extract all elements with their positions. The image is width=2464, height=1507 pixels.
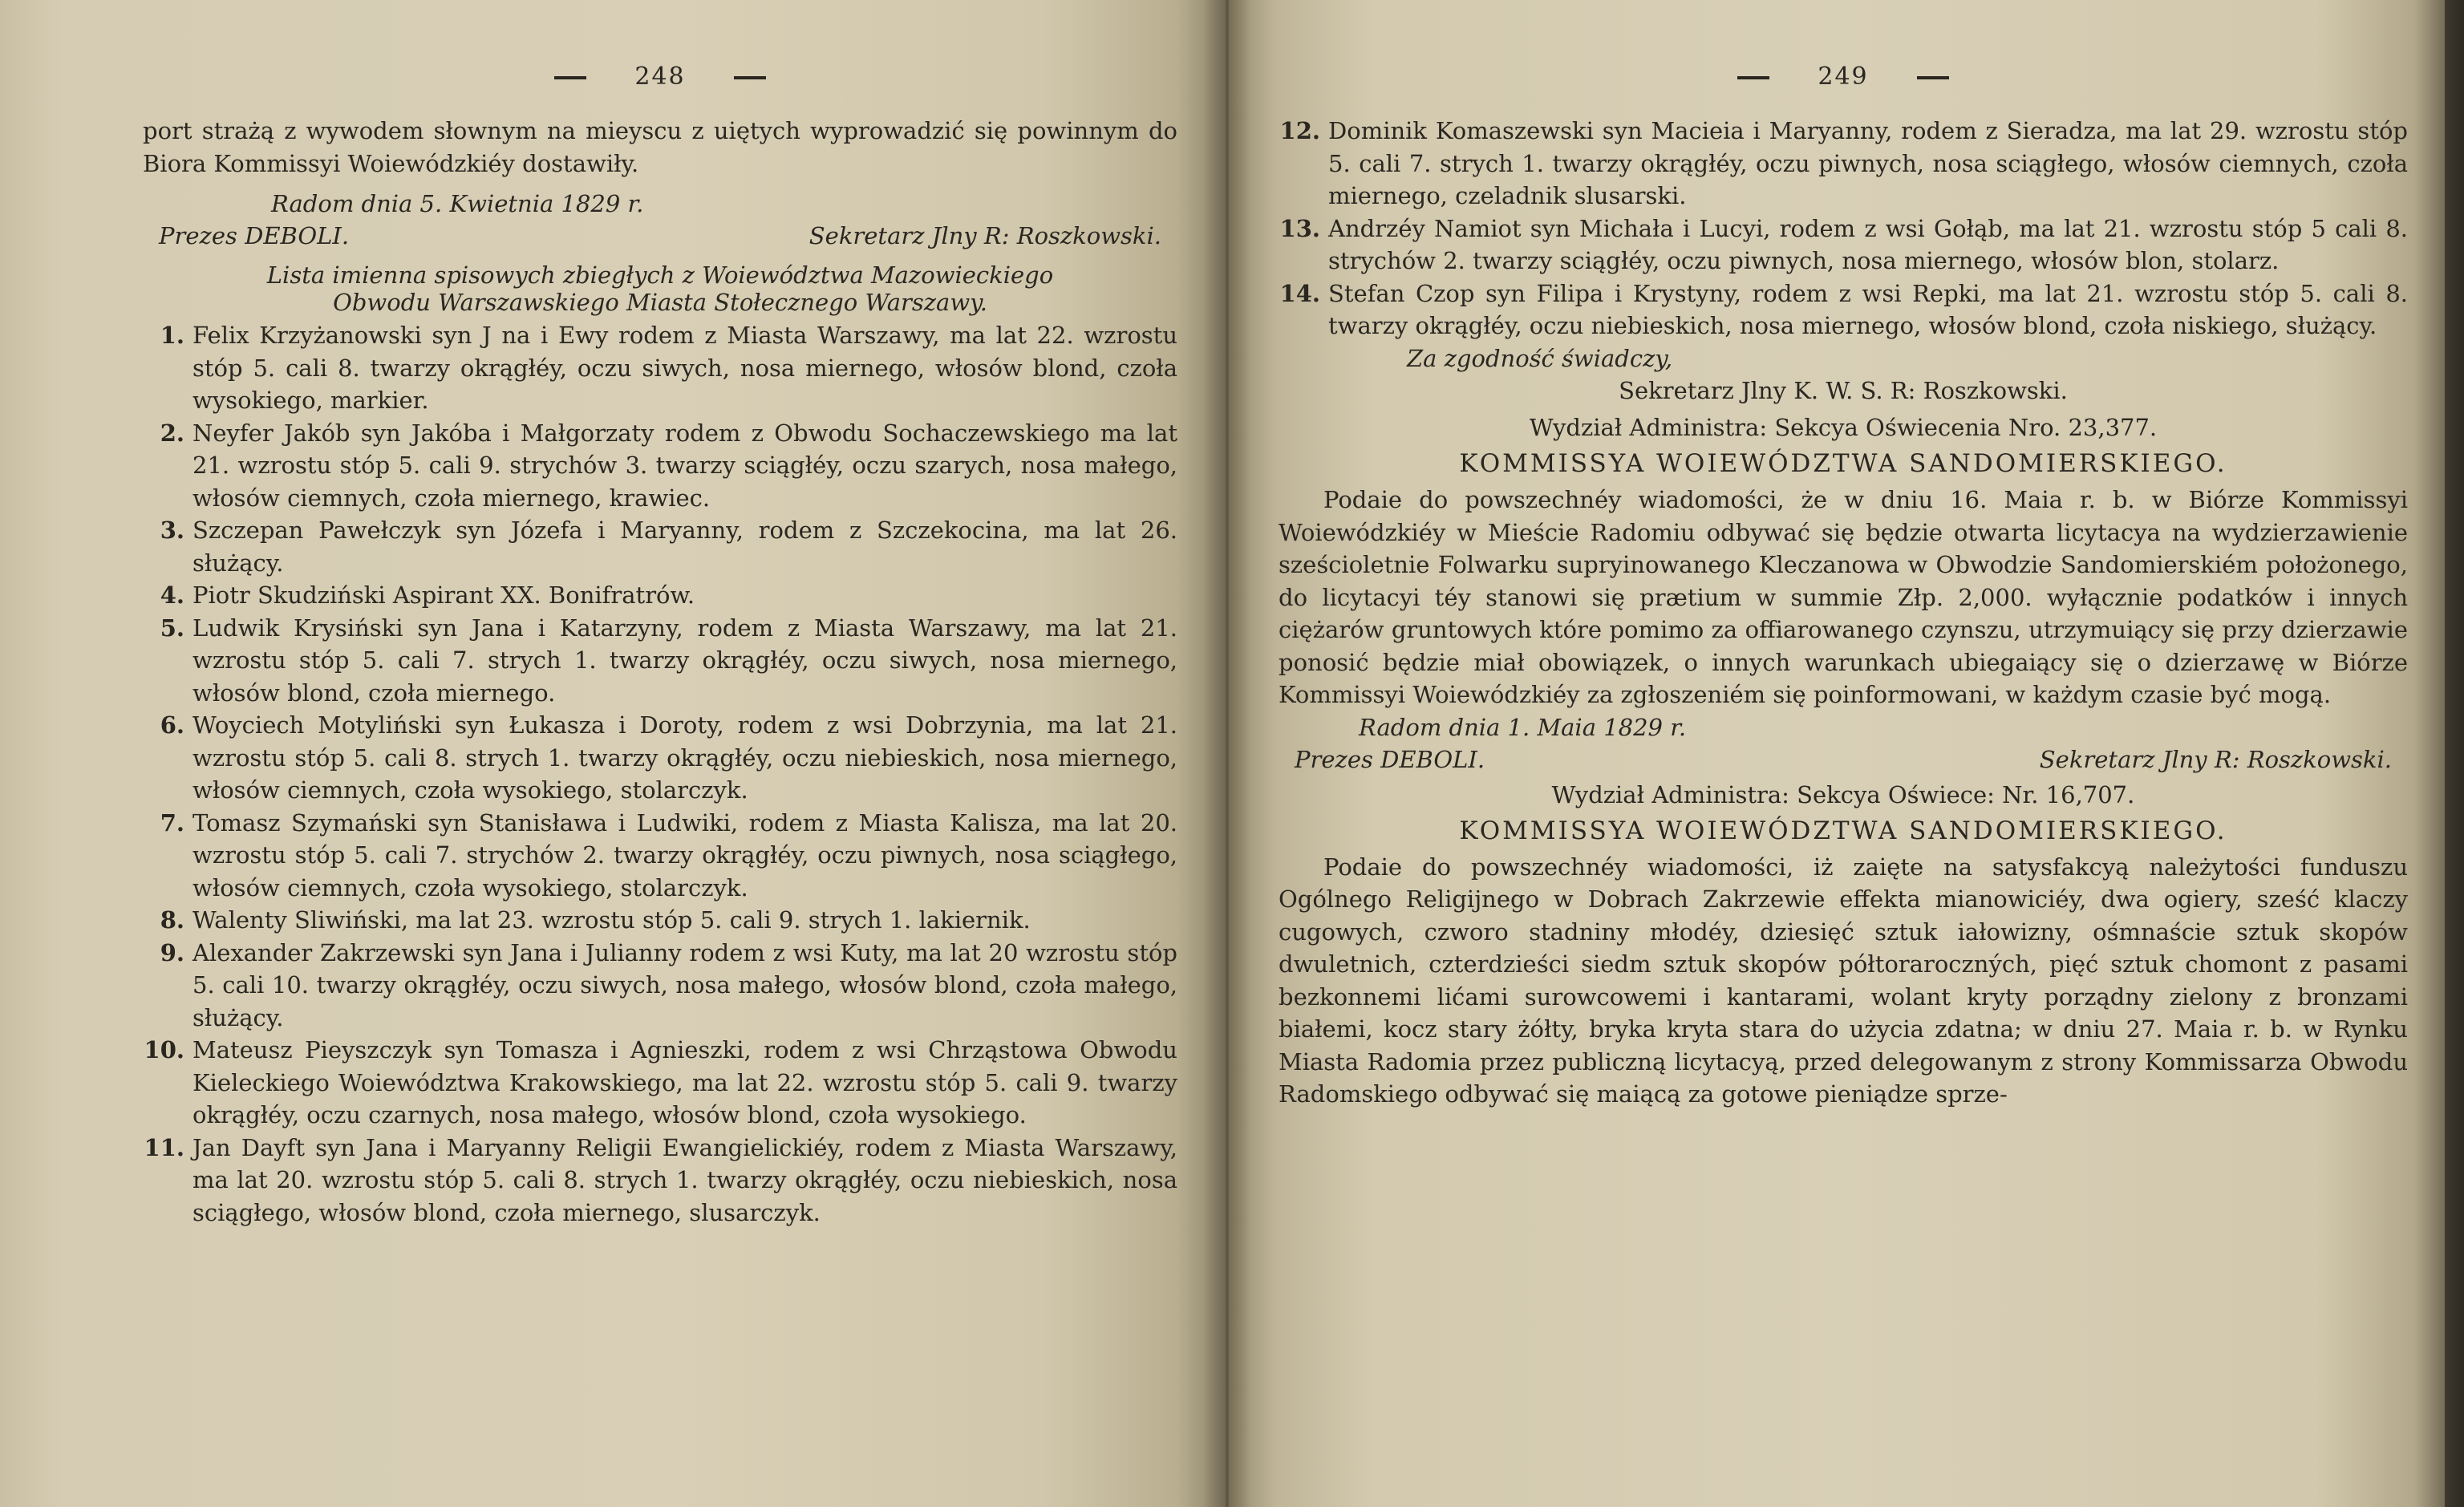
entries-list-right <box>1279 115 2408 342</box>
list-item: 2. Neyfer Jakób syn Jakóba i Małgorzaty rodem z Obwodu Sochaczewskiego ma lat 21. wzrostu stóp 5. cali 9. strychów 3. twarzy sciągłéy, oczu szarych, nosa małego, włosów ciemnych, czoła miernego, krawiec. <box>160 419 1177 512</box>
section-heading-2: KOMMISSYA WOIEWÓDZTWA SANDOMIERSKIEGO. <box>1459 816 2227 845</box>
dash <box>1917 76 1949 79</box>
book-gutter <box>1203 0 1251 1507</box>
list-item: 4. Piotr Skudziński Aspirant XX. Bonifratrów. <box>160 581 695 609</box>
president-signature: Prezes DEBOLI. <box>159 222 350 249</box>
list-item: 10. Mateusz Pieyszczyk syn Tomasza i Agnieszki, rodem z wsi Chrząstowa Obwodu Kieleckiego Woiewództwa Krakowskiego, ma lat 22. wzrostu stóp 5. cali 9. twarzy okrągłéy, oczu czarnych, nosa małego, włosów blond, czoła wysokiego. <box>144 1036 1177 1128</box>
notice-paragraph-1: Podaie do powszechnéy wiadomości, że w dniu 16. Maia r. b. w Biórze Kommissyi Woiewódzkiéy w Mieście Radomiu odbywać się będzie otwarta licytacya na wydzierzawienie sześcioletnie Folwarku supryinowanego Kleczanowa w Obwodzie Sandomierskiém położonego, do licytacyi téy stanowi się prætium w summie Złp. 2,000. wyłącznie podatków i innych ciężarów gruntowych które pomimo za offiarowanego czynszu, utrzymuiący się przy dzierzawie ponosić będzie miał obowiązek, o innych warunkach ubiegaiący się o dzierzawę w Biórze Kommissyi Woiewódzkiéy za zgłoszeniém się poinformowani, w każdym czasie być mogą. <box>1279 486 2408 708</box>
list-item: 3. Szczepan Pawełczyk syn Józefa i Maryanny, rodem z Szczekocina, ma lat 26. służący. <box>160 517 1177 577</box>
attestation: Za zgodność świadczy, <box>1407 344 1673 372</box>
dash <box>554 76 586 79</box>
right-page <box>1226 0 2464 1507</box>
list-subtitle: Obwodu Warszawskiego Miasta Stołecznego Warszawy. <box>333 289 987 316</box>
president-signature: Prezes DEBOLI. <box>1295 745 1485 773</box>
list-title: Lista imienna spisowych zbiegłych z Woiewództwa Mazowieckiego <box>266 261 1054 289</box>
page-number-left: 248 <box>143 63 1177 91</box>
page-edge <box>2445 0 2464 1507</box>
notice-paragraph-2: Podaie do powszechnéy wiadomości, iż zaięte na satysfakcyą należytości funduszu Ogólnego Religijnego w Dobrach Zakrzewie effekta mianowiciéy, dwa ogiery, sześć klaczy cugowych, czworo stadniny młodéy, dziesięć sztuk iałowizny, ośmnaście sztuk skopów dwuletnich, czterdzieści siedm sztuk skopów półtoraroczných, pięć sztuk chomont z pasami bezkonnemi lićami surowcowemi i kantarami, wolant kryty porządny zielony z bronzami białemi, kocz stary żółty, bryka kryta stara do użycia zdatna; w dniu 27. Maia r. b. w Rynku Miasta Radomia przez publiczną licytacyą, przed delegowanym z strony Kommissarza Obwodu Radomskiego odbywać się maiącą za gotowe pieniądze sprze- <box>1279 853 2408 1108</box>
list-item: 5. Ludwik Krysiński syn Jana i Katarzyny, rodem z Miasta Warszawy, ma lat 21. wzrostu stóp 5. cali 7. strych 1. twarzy okrągłéy, oczu siwych, nosa miernego, włosów blond, czoła miernego. <box>160 614 1177 707</box>
list-item: 7. Tomasz Szymański syn Stanisława i Ludwiki, rodem z Miasta Kalisza, ma lat 20. wzrostu stóp 5. cali 7. strychów 2. twarzy okrągłéy, oczu piwnych, nosa sciągłego, włosów ciemnych, czoła wysokiego, stolarczyk. <box>160 808 1177 901</box>
dash <box>1737 76 1769 79</box>
left-page <box>0 0 1226 1507</box>
department-line-2: Wydział Administra: Sekcya Oświece: Nr. 16,707. <box>1551 780 2135 808</box>
intro-paragraph: port strażą z wywodem słownym na mieyscu z uiętych wyprowadzić się powinnym do Biora Kommissyi Woiewódzkiéy dostawiły. <box>143 117 1177 177</box>
list-item: 1. Felix Krzyżanowski syn J na i Ewy rodem z Miasta Warszawy, ma lat 22. wzrostu stóp 5. cali 8. twarzy okrągłéy, oczu siwych, nosa miernego, włosów blond, czoła wysokiego, markier. <box>160 322 1177 414</box>
list-item: 8. Walenty Sliwiński, ma lat 23. wzrostu stóp 5. cali 9. strych 1. lakiernik. <box>160 906 1031 934</box>
secretary-signature: Sekretarz Jlny R: Roszkowski. <box>2039 745 2392 773</box>
list-item: 6. Woyciech Motyliński syn Łukasza i Doroty, rodem z wsi Dobrzynia, ma lat 21. wzrostu stóp 5. cali 8. strych 1. twarzy okrągłéy, oczu niebieskich, nosa miernego, włosów ciemnych, czoła wysokiego, stolarczyk. <box>160 711 1177 804</box>
department-line-1: Wydział Administra: Sekcya Oświecenia Nro. 23,377. <box>1529 414 2158 441</box>
section-heading-1: KOMMISSYA WOIEWÓDZTWA SANDOMIERSKIEGO. <box>1459 449 2227 478</box>
list-item: 11. Jan Dayft syn Jana i Maryanny Religii Ewangielickiéy, rodem z Miasta Warszawy, ma lat 20. wzrostu stóp 5. cali 8. strych 1. twarzy okrągłéy, oczu niebieskich, nosa sciągłego, włosów blond, czoła miernego, slusarczyk. <box>144 1133 1177 1226</box>
list-item: 14. Stefan Czop syn Filipa i Krystyny, rodem z wsi Repki, ma lat 21. wzrostu stóp 5. cali 8. twarzy okrągłéy, oczu niebieskich, nosa miernego, włosów blond, czoła niskiego, służący. <box>1279 279 2408 339</box>
date-line: Radom dnia 5. Kwietnia 1829 r. <box>271 190 644 217</box>
signature-row <box>143 220 1177 252</box>
attestation-signature: Sekretarz Jlny K. W. S. R: Roszkowski. <box>1619 377 2068 404</box>
dash <box>734 76 766 79</box>
signature-row <box>1279 743 2408 776</box>
date-line: Radom dnia 1. Maia 1829 r. <box>1359 713 1687 741</box>
list-item: 13. Andrzéy Namiot syn Michała i Lucyi, rodem z wsi Gołąb, ma lat 21. wzrostu stóp 5 cali 8. strychów 2. twarzy sciągłéy, oczu piwnych, nosa miernego, włosów blon, stolarz. <box>1279 214 2408 274</box>
list-item: 9. Alexander Zakrzewski syn Jana i Julianny rodem z wsi Kuty, ma lat 20 wzrostu stóp 5. cali 10. twarzy okrągłéy, oczu siwych, nosa małego, włosów blond, czoła małego, służący. <box>160 938 1177 1031</box>
secretary-signature: Sekretarz Jlny R: Roszkowski. <box>808 222 1161 249</box>
entries-list-left <box>143 319 1177 1229</box>
list-item: 12. Dominik Komaszewski syn Macieia i Maryanny, rodem z Sieradza, ma lat 29. wzrostu stóp 5. cali 7. strych 1. twarzy okrągłéy, oczu piwnych, nosa sciągłego, włosów ciemnych, czoła miernego, czeladnik slusarski. <box>1279 117 2408 209</box>
page-number-right: 249 <box>1279 63 2408 91</box>
